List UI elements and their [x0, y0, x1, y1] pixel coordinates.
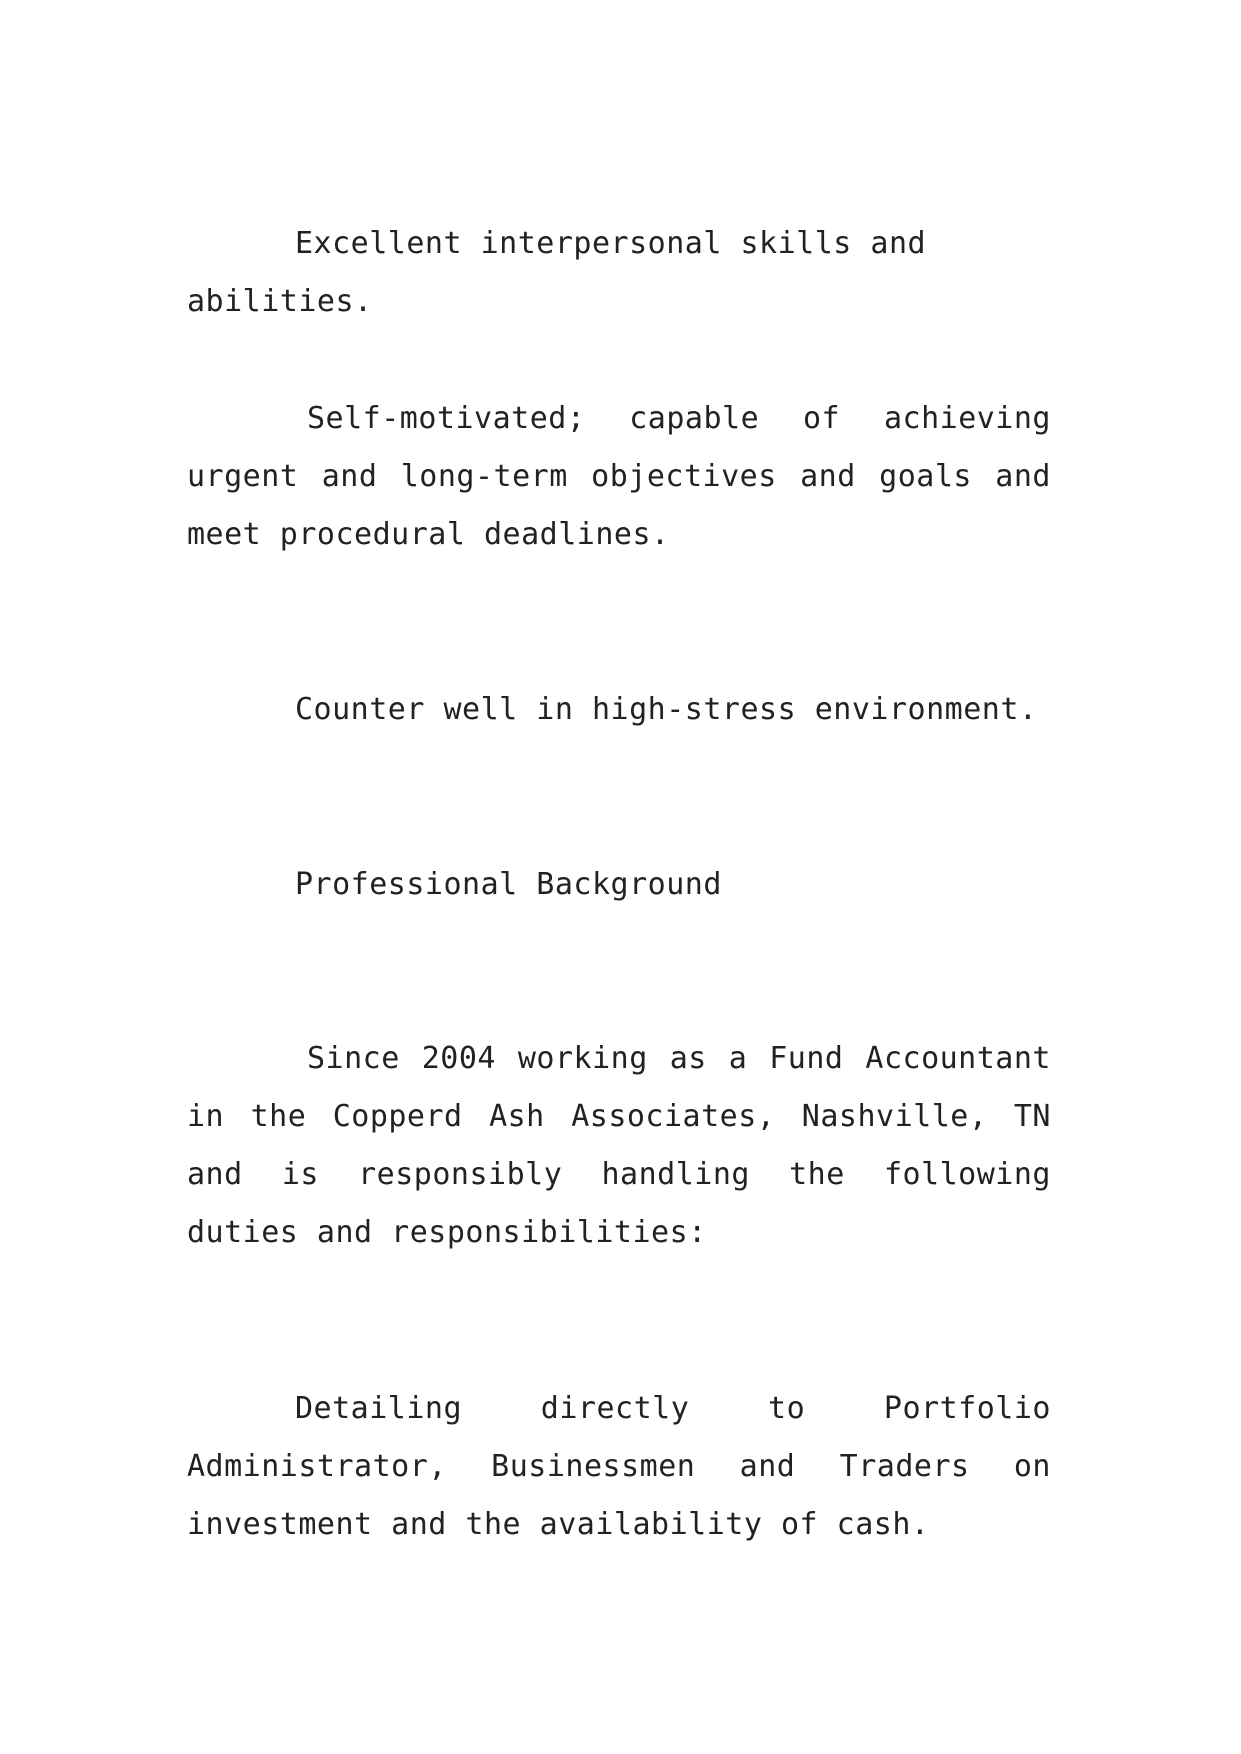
skill-high-stress-paragraph: Counter well in high-stress environment.	[295, 692, 1038, 727]
skill-self-motivated-paragraph: Self-motivated; capable of achieving urgent and long-term objectives and goals and meet procedural deadlines.	[187, 401, 1051, 552]
employment-summary-paragraph: Since 2004 working as a Fund Accountant in the Copperd Ash Associates, Nashville, TN and is responsibly handling the following duties and responsibilities:	[187, 1041, 1051, 1250]
skill-interpersonal-paragraph: Excellent interpersonal skills and abilities.	[187, 226, 927, 319]
section-heading-professional-background: Professional Background	[295, 867, 722, 902]
duty-detail-paragraph: Detailing directly to Portfolio Administrator, Businessmen and Traders on investment and the availability of cash.	[187, 1391, 1051, 1542]
